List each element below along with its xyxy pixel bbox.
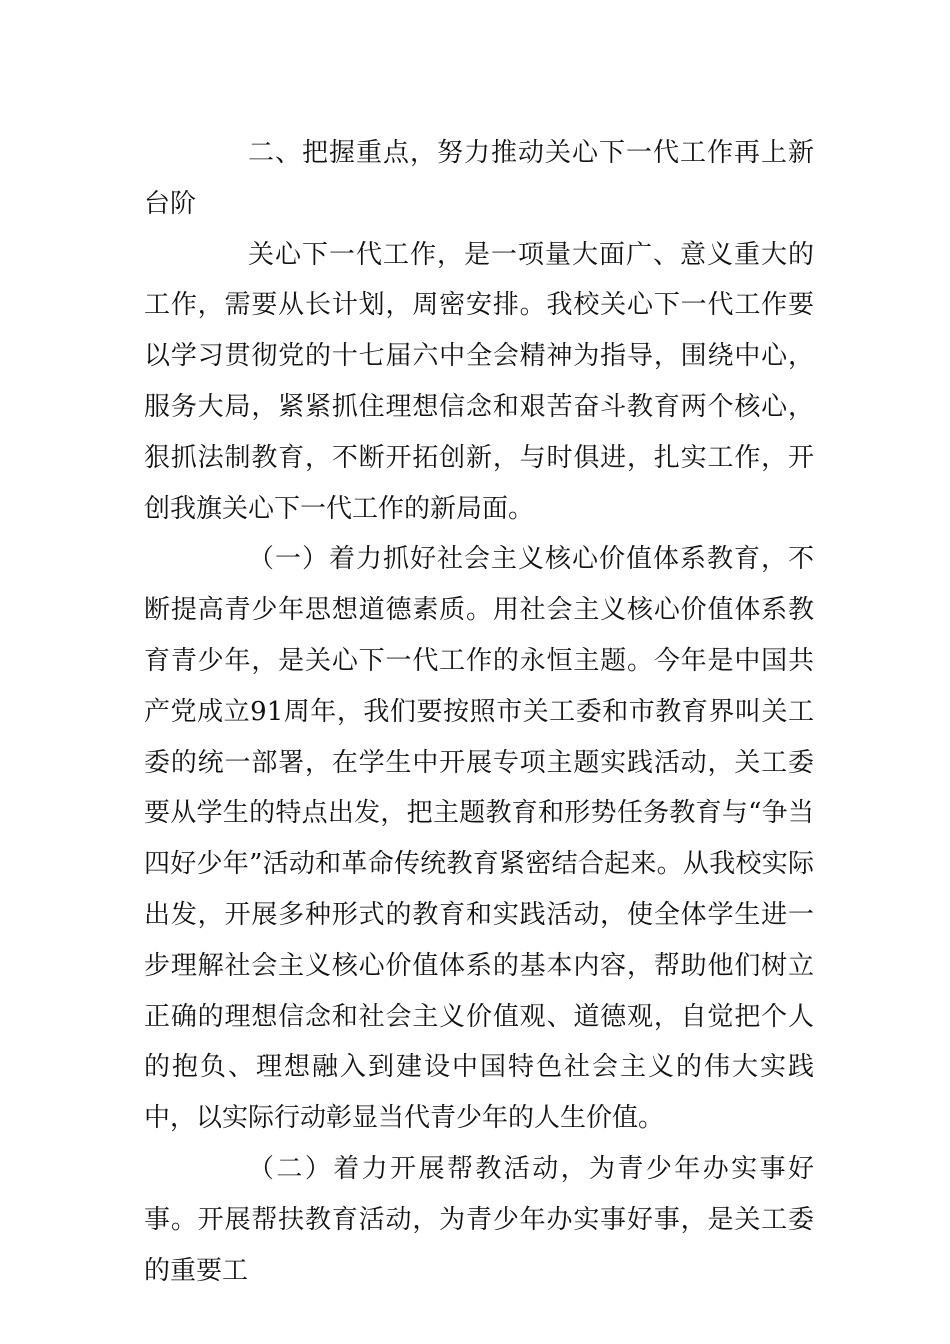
paragraph-item-1: （一）着力抓好社会主义核心价值体系教育，不断提高青少年思想道德素质。用社会主义核心价值体系教育青少年，是关心下一代工作的永恒主题。今年是中国共产党成立91周年，我们要按照市关工委和市教育界叫关工委的统一部署，在学生中开展专项主题实践活动，关工委要从学生的特点出发，把主题教育和形势任务教育与“争当四好少年”活动和革命传统教育紧密结合起来。从我校实际出发，开展多种形式的教育和实践活动，使全体学生进一步理解社会主义核心价值体系的基本内容，帮助他们树立正确的理想信念和社会主义价值观、道德观，自觉把个人的抱负、理想融入到建设中国特色社会主义的伟大实践中，以实际行动彰显当代青少年的人生价值。: [144, 544, 814, 1134]
document-body: [144, 128, 814, 1296]
paragraph-item-2: （二）着力开展帮教活动，为青少年办实事好事。开展帮扶教育活动，为青少年办实事好事，是关工委的重要工: [144, 1153, 814, 1286]
section-heading: 二、把握重点，努力推动关心下一代工作再上新台阶: [144, 138, 814, 219]
paragraph-intro: 关心下一代工作，是一项量大面广、意义重大的工作，需要从长计划，周密安排。我校关心下一代工作要以学习贯彻党的十七届六中全会精神为指导，围绕中心，服务大局，紧紧抓住理想信念和艰苦奋斗教育两个核心，狠抓法制教育，不断开拓创新，与时俱进，扎实工作，开创我旗关心下一代工作的新局面。: [144, 239, 814, 524]
